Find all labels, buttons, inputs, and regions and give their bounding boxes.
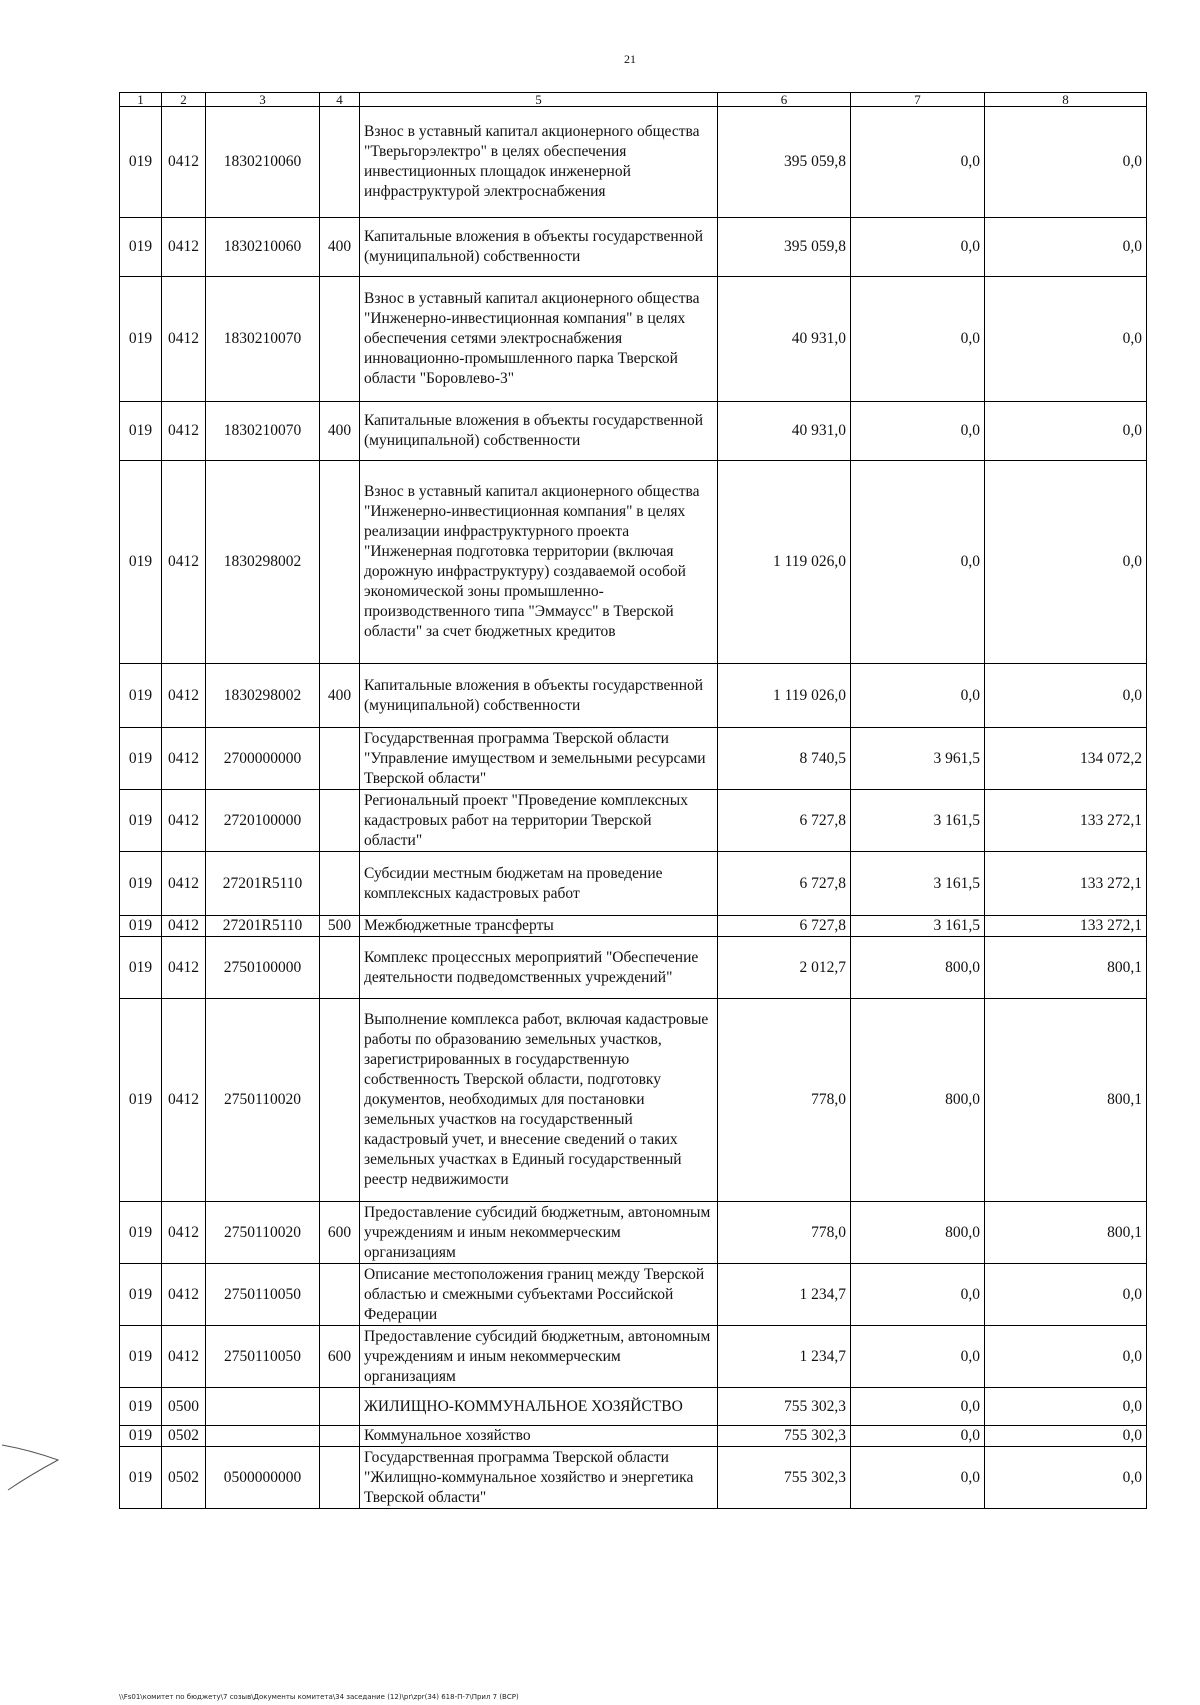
- cell-c2: 0412: [162, 664, 206, 728]
- cell-c7: 800,0: [851, 937, 985, 999]
- column-header: 7: [851, 93, 985, 107]
- cell-c3: 2750110050: [206, 1326, 320, 1388]
- cell-c5: Описание местоположения границ между Тверской областью и смежными субъектами Российской Федерации: [360, 1264, 718, 1326]
- cell-c2: 0412: [162, 999, 206, 1202]
- cell-c2: 0412: [162, 1264, 206, 1326]
- cell-c4: [320, 790, 360, 852]
- cell-c4: 500: [320, 916, 360, 937]
- table-row: [120, 1447, 1147, 1509]
- table-row: [120, 1326, 1147, 1388]
- cell-c7: 3 161,5: [851, 790, 985, 852]
- table-row: [120, 790, 1147, 852]
- table-row: [120, 402, 1147, 461]
- cell-c1: 019: [120, 218, 162, 277]
- cell-c4: [320, 728, 360, 790]
- cell-c8: 133 272,1: [985, 790, 1147, 852]
- cell-c4: [320, 1264, 360, 1326]
- cell-c1: 019: [120, 937, 162, 999]
- cell-c1: 019: [120, 664, 162, 728]
- cell-c6: 6 727,8: [718, 790, 851, 852]
- cell-c4: 400: [320, 664, 360, 728]
- table-body: [120, 107, 1147, 1509]
- cell-c5: Предоставление субсидий бюджетным, автономным учреждениям и иным некоммерческим организациям: [360, 1202, 718, 1264]
- cell-c1: 019: [120, 852, 162, 916]
- cell-c5: Выполнение комплекса работ, включая кадастровые работы по образованию земельных участков, зарегистрированных в государственную собственность Тверской области, подготовку документов, необходимых для постановки земельных участков на государственный кадастровый учет, и внесение сведений о таких земельных участках в Единый государственный реестр недвижимости: [360, 999, 718, 1202]
- cell-c3: 1830298002: [206, 664, 320, 728]
- cell-c8: 0,0: [985, 107, 1147, 218]
- table-row: [120, 937, 1147, 999]
- cell-c5: Коммунальное хозяйство: [360, 1426, 718, 1447]
- cell-c2: 0412: [162, 1326, 206, 1388]
- cell-c5: Межбюджетные трансферты: [360, 916, 718, 937]
- cell-c7: 0,0: [851, 1447, 985, 1509]
- cell-c6: 755 302,3: [718, 1388, 851, 1426]
- cell-c2: 0412: [162, 728, 206, 790]
- table-row: [120, 218, 1147, 277]
- cell-c3: 1830210060: [206, 218, 320, 277]
- cell-c8: 0,0: [985, 1426, 1147, 1447]
- cell-c6: 8 740,5: [718, 728, 851, 790]
- cell-c3: 2720100000: [206, 790, 320, 852]
- cell-c4: 400: [320, 402, 360, 461]
- cell-c2: 0412: [162, 107, 206, 218]
- cell-c3: 2700000000: [206, 728, 320, 790]
- budget-table: [119, 92, 1147, 1509]
- table-row: [120, 461, 1147, 664]
- cell-c2: 0412: [162, 402, 206, 461]
- cell-c4: [320, 852, 360, 916]
- table-row: [120, 277, 1147, 402]
- column-header: 8: [985, 93, 1147, 107]
- page-number: 21: [624, 52, 636, 66]
- cell-c3: 1830298002: [206, 461, 320, 664]
- cell-c5: Капитальные вложения в объекты государственной (муниципальной) собственности: [360, 402, 718, 461]
- cell-c7: 0,0: [851, 664, 985, 728]
- cell-c8: 0,0: [985, 1447, 1147, 1509]
- cell-c5: Капитальные вложения в объекты государственной (муниципальной) собственности: [360, 664, 718, 728]
- cell-c8: 800,1: [985, 1202, 1147, 1264]
- footer-file-path: \\Fs01\комитет по бюджету\7 созыв\Документы комитета\34 заседание (12)\pr\zpr(34) 618-П-7\Прил 7 (ВСР): [119, 1693, 519, 1701]
- cell-c1: 019: [120, 402, 162, 461]
- cell-c8: 0,0: [985, 664, 1147, 728]
- cell-c4: [320, 107, 360, 218]
- cell-c1: 019: [120, 1326, 162, 1388]
- cell-c3: 27201R5110: [206, 916, 320, 937]
- cell-c2: 0502: [162, 1447, 206, 1509]
- cell-c5: ЖИЛИЩНО-КОММУНАЛЬНОЕ ХОЗЯЙСТВО: [360, 1388, 718, 1426]
- cell-c7: 0,0: [851, 1264, 985, 1326]
- cell-c1: 019: [120, 107, 162, 218]
- column-header: 2: [162, 93, 206, 107]
- cell-c2: 0412: [162, 852, 206, 916]
- cell-c4: [320, 999, 360, 1202]
- cell-c6: 778,0: [718, 1202, 851, 1264]
- cell-c4: [320, 1426, 360, 1447]
- cell-c2: 0412: [162, 1202, 206, 1264]
- cell-c8: 0,0: [985, 402, 1147, 461]
- cell-c5: Взнос в уставный капитал акционерного общества "Инженерно-инвестиционная компания" в целях реализации инфраструктурного проекта "Инженерная подготовка территории (включая дорожную инфраструктуру) создаваемой особой экономической зоны промышленно-производственного типа "Эммаусс" в Тверской области" за счет бюджетных кредитов: [360, 461, 718, 664]
- table-row: [120, 852, 1147, 916]
- cell-c1: 019: [120, 728, 162, 790]
- cell-c5: Региональный проект "Проведение комплексных кадастровых работ на территории Тверской области": [360, 790, 718, 852]
- cell-c8: 134 072,2: [985, 728, 1147, 790]
- cell-c6: 395 059,8: [718, 107, 851, 218]
- cell-c8: 0,0: [985, 277, 1147, 402]
- table-row: [120, 1202, 1147, 1264]
- cell-c2: 0500: [162, 1388, 206, 1426]
- cell-c3: 27201R5110: [206, 852, 320, 916]
- cell-c2: 0412: [162, 790, 206, 852]
- cell-c7: 0,0: [851, 107, 985, 218]
- scan-artifact: [0, 1440, 70, 1510]
- table-row: [120, 999, 1147, 1202]
- cell-c7: 0,0: [851, 1326, 985, 1388]
- header-row: [120, 93, 1147, 107]
- cell-c2: 0412: [162, 218, 206, 277]
- table-row: [120, 1426, 1147, 1447]
- column-header: 6: [718, 93, 851, 107]
- table-row: [120, 664, 1147, 728]
- cell-c5: Предоставление субсидий бюджетным, автономным учреждениям и иным некоммерческим организациям: [360, 1326, 718, 1388]
- cell-c7: 800,0: [851, 999, 985, 1202]
- column-header: 5: [360, 93, 718, 107]
- cell-c7: 3 161,5: [851, 852, 985, 916]
- cell-c3: 1830210060: [206, 107, 320, 218]
- cell-c7: 0,0: [851, 402, 985, 461]
- cell-c2: 0412: [162, 937, 206, 999]
- cell-c6: 755 302,3: [718, 1426, 851, 1447]
- cell-c1: 019: [120, 1264, 162, 1326]
- cell-c6: 778,0: [718, 999, 851, 1202]
- cell-c5: Субсидии местным бюджетам на проведение комплексных кадастровых работ: [360, 852, 718, 916]
- cell-c7: 0,0: [851, 277, 985, 402]
- cell-c1: 019: [120, 916, 162, 937]
- cell-c8: 0,0: [985, 461, 1147, 664]
- cell-c6: 395 059,8: [718, 218, 851, 277]
- cell-c5: Взнос в уставный капитал акционерного общества "Тверьгорэлектро" в целях обеспечения инвестиционных площадок инженерной инфраструктурой электроснабжения: [360, 107, 718, 218]
- cell-c4: [320, 937, 360, 999]
- cell-c5: Государственная программа Тверской области "Управление имуществом и земельными ресурсами Тверской области": [360, 728, 718, 790]
- cell-c8: 0,0: [985, 218, 1147, 277]
- cell-c5: Комплекс процессных мероприятий "Обеспечение деятельности подведомственных учреждений": [360, 937, 718, 999]
- cell-c3: 2750110050: [206, 1264, 320, 1326]
- table-row: [120, 1264, 1147, 1326]
- cell-c4: [320, 1447, 360, 1509]
- cell-c4: 600: [320, 1326, 360, 1388]
- cell-c3: 0500000000: [206, 1447, 320, 1509]
- cell-c7: 0,0: [851, 218, 985, 277]
- cell-c3: 1830210070: [206, 402, 320, 461]
- cell-c4: [320, 277, 360, 402]
- cell-c1: 019: [120, 277, 162, 402]
- table-row: [120, 916, 1147, 937]
- cell-c5: Капитальные вложения в объекты государственной (муниципальной) собственности: [360, 218, 718, 277]
- cell-c4: [320, 1388, 360, 1426]
- cell-c4: 600: [320, 1202, 360, 1264]
- cell-c7: 0,0: [851, 461, 985, 664]
- cell-c3: 2750110020: [206, 999, 320, 1202]
- cell-c6: 40 931,0: [718, 402, 851, 461]
- cell-c7: 800,0: [851, 1202, 985, 1264]
- cell-c6: 1 234,7: [718, 1326, 851, 1388]
- cell-c6: 1 119 026,0: [718, 461, 851, 664]
- table-row: [120, 107, 1147, 218]
- table-row: [120, 1388, 1147, 1426]
- column-header: 4: [320, 93, 360, 107]
- cell-c2: 0412: [162, 461, 206, 664]
- cell-c3: [206, 1426, 320, 1447]
- cell-c3: 2750100000: [206, 937, 320, 999]
- cell-c8: 133 272,1: [985, 916, 1147, 937]
- cell-c6: 1 119 026,0: [718, 664, 851, 728]
- cell-c1: 019: [120, 790, 162, 852]
- cell-c4: 400: [320, 218, 360, 277]
- column-header: 1: [120, 93, 162, 107]
- cell-c8: 800,1: [985, 937, 1147, 999]
- cell-c2: 0502: [162, 1426, 206, 1447]
- cell-c7: 0,0: [851, 1388, 985, 1426]
- cell-c1: 019: [120, 999, 162, 1202]
- cell-c8: 800,1: [985, 999, 1147, 1202]
- cell-c1: 019: [120, 1447, 162, 1509]
- cell-c6: 1 234,7: [718, 1264, 851, 1326]
- cell-c2: 0412: [162, 916, 206, 937]
- cell-c6: 6 727,8: [718, 852, 851, 916]
- cell-c6: 40 931,0: [718, 277, 851, 402]
- cell-c4: [320, 461, 360, 664]
- column-header: 3: [206, 93, 320, 107]
- cell-c1: 019: [120, 1202, 162, 1264]
- cell-c8: 0,0: [985, 1326, 1147, 1388]
- cell-c6: 755 302,3: [718, 1447, 851, 1509]
- cell-c5: Взнос в уставный капитал акционерного общества "Инженерно-инвестиционная компания" в целях обеспечения сетями электроснабжения инновационно-промышленного парка Тверской области "Боровлево-3": [360, 277, 718, 402]
- cell-c7: 3 161,5: [851, 916, 985, 937]
- cell-c6: 2 012,7: [718, 937, 851, 999]
- cell-c5: Государственная программа Тверской области "Жилищно-коммунальное хозяйство и энергетика Тверской области": [360, 1447, 718, 1509]
- cell-c1: 019: [120, 461, 162, 664]
- cell-c8: 0,0: [985, 1388, 1147, 1426]
- cell-c6: 6 727,8: [718, 916, 851, 937]
- cell-c8: 0,0: [985, 1264, 1147, 1326]
- cell-c3: 1830210070: [206, 277, 320, 402]
- cell-c3: 2750110020: [206, 1202, 320, 1264]
- table-row: [120, 728, 1147, 790]
- cell-c7: 0,0: [851, 1426, 985, 1447]
- cell-c1: 019: [120, 1426, 162, 1447]
- cell-c7: 3 961,5: [851, 728, 985, 790]
- cell-c2: 0412: [162, 277, 206, 402]
- cell-c1: 019: [120, 1388, 162, 1426]
- cell-c8: 133 272,1: [985, 852, 1147, 916]
- cell-c3: [206, 1388, 320, 1426]
